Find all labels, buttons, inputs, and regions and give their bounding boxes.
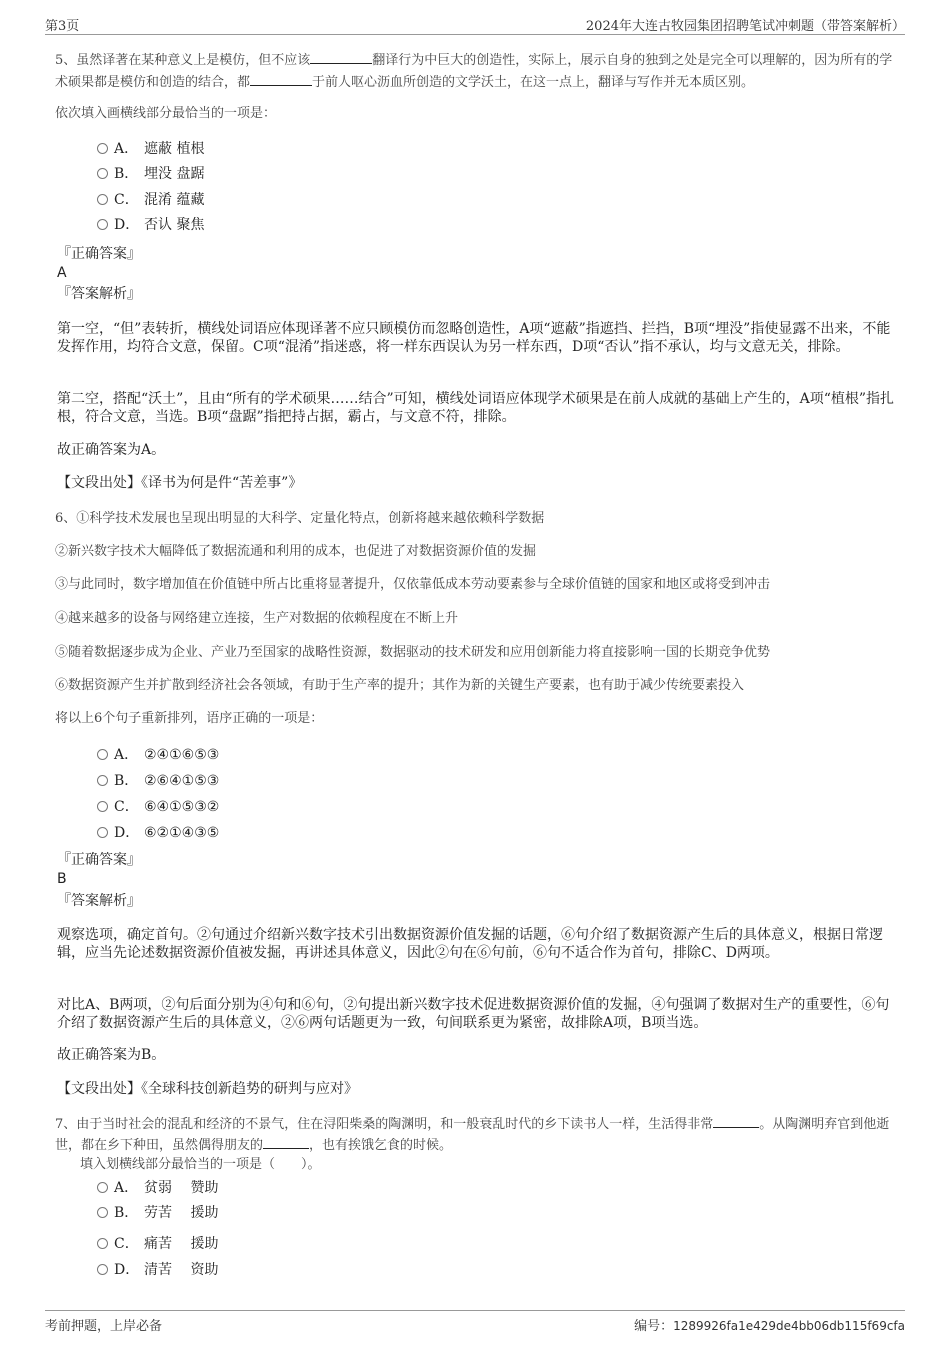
q5-option-b[interactable]: B． 埋没 盘踞 [97, 163, 204, 185]
q5-blank-1 [310, 51, 372, 64]
radio-icon[interactable] [97, 219, 108, 230]
q5-analysis-label: 『答案解析』 [57, 286, 141, 302]
q7-blank-2 [263, 1136, 309, 1149]
q5-analysis-conclusion: 故正确答案为A。 [57, 442, 166, 458]
q6-analysis-p2: 对比A、B两项，②句后面分别为④句和⑥句，②句提出新兴数字技术促进数据资源价值的发掘，④句强调了数据对生产的重要性，⑥句介绍了数据资源产生后的具体意义，②⑥两句话题更为一致，句间联系更为紧密，故排除A项，B项当选。 [57, 997, 890, 1031]
q6-option-b[interactable]: B． ②⑥④①⑤③ [97, 770, 219, 792]
q6-analysis-conclusion: 故正确答案为B。 [57, 1047, 166, 1063]
q5-option-d[interactable]: D． 否认 聚焦 [97, 214, 204, 236]
q7-blank-1 [713, 1115, 759, 1128]
radio-icon[interactable] [97, 749, 108, 760]
q6-option-a[interactable]: A． ②④①⑥⑤③ [97, 744, 219, 766]
radio-icon[interactable] [97, 801, 108, 812]
q6-sentence-6: ⑥数据资源产生并扩散到经济社会各领域，有助于生产率的提升；其作为新的关键生产要素，也有助于减少传统要素投入 [55, 678, 745, 693]
page-header [45, 12, 905, 35]
q6-answer-label: 『正确答案』 [57, 852, 141, 868]
radio-icon[interactable] [97, 168, 108, 179]
document-title: 2024年大连古牧园集团招聘笔试冲刺题（带答案解析） [585, 19, 905, 34]
radio-icon[interactable] [97, 1207, 108, 1218]
q6-answer: B [57, 871, 67, 887]
page-number: 第3页 [45, 19, 80, 34]
q6-analysis-p1: 观察选项，确定首句。②句通过介绍新兴数字技术引出数据资源价值发掘的话题，⑥句介绍了数据资源产生后的具体意义，根据日常逻辑，应当先论述数据资源价值被发掘，再讲述具体意义，因此②句在⑥句前，⑥句不适合作为首句，排除C、D两项。 [57, 927, 883, 961]
q6-sentence-2: ②新兴数字技术大幅降低了数据流通和利用的成本，也促进了对数据资源价值的发掘 [55, 544, 537, 559]
page-footer [45, 1310, 905, 1335]
q6-sentence-3: ③与此同时，数字增加值在价值链中所占比重将显著提升，仅依靠低成本劳动要素参与全球价值链的国家和地区或将受到冲击 [55, 577, 771, 592]
radio-icon[interactable] [97, 827, 108, 838]
q5-source: 【文段出处】《译书为何是件“苦差事”》 [57, 475, 303, 491]
document-code: 编号：1289926fa1e429de4bb06db115f69cfa [634, 1319, 905, 1334]
q6-sentence-1: 6、①科学技术发展也呈现出明显的大科学、定量化特点，创新将越来越依赖科学数据 [55, 511, 545, 526]
q5-analysis-p2: 第二空，搭配“沃土”，且由“所有的学术硕果……结合”可知，横线处词语应体现学术硕果是在前人成就的基础上产生的，A项“植根”指扎根，符合文意，当选。B项“盘踞”指把持占据，霸占，与文意不符，排除。 [57, 391, 895, 425]
q5-stem: 5、虽然译著在某种意义上是模仿，但不应该 翻译行为中巨大的创造性，实际上，展示自身的独到之处是完全可以理解的，因为所有的学术硕果都是模仿和创造的结合，都 于前人呕心沥血所创造的文学沃土，在这一点上，翻译与写作并无本质区别。 [55, 53, 893, 90]
q6-sentence-5: ⑤随着数据逐步成为企业、产业乃至国家的战略性资源，数据驱动的技术研发和应用创新能力将直接影响一国的长期竞争优势 [55, 645, 771, 660]
radio-icon[interactable] [97, 1264, 108, 1275]
q7-option-a[interactable]: A． 贫弱 赞助 [97, 1177, 218, 1199]
q6-option-c[interactable]: C． ⑥④①⑤③② [97, 796, 219, 818]
q5-blank-2 [250, 73, 312, 86]
q5-prompt: 依次填入画横线部分最恰当的一项是： [55, 106, 277, 121]
q6-prompt: 将以上6个句子重新排列，语序正确的一项是： [55, 711, 324, 726]
footer-slogan: 考前押题，上岸必备 [45, 1319, 163, 1334]
q6-sentence-4: ④越来越多的设备与网络建立连接，生产对数据的依赖程度在不断上升 [55, 611, 459, 626]
q7-option-b[interactable]: B． 劳苦 援助 [97, 1202, 218, 1224]
q7-stem: 7、由于当时社会的混乱和经济的不景气，住在浔阳柴桑的陶渊明，和一般衰乱时代的乡下读书人一样，生活得非常 。从陶渊明弃官到他逝世，都在乡下种田，虽然偶得朋友的 ，也有挨饿乞食的时候。 [55, 1117, 890, 1153]
radio-icon[interactable] [97, 143, 108, 154]
q6-analysis-label: 『答案解析』 [57, 893, 141, 909]
q7-prompt: 填入划横线部分最恰当的一项是（ ）。 [80, 1157, 321, 1172]
q5-analysis-p1: 第一空，“但”表转折，横线处词语应体现译著不应只顾模仿而忽略创造性，A项“遮蔽”指遮挡、拦挡，B项“埋没”指使显露不出来，不能发挥作用，均符合文意，保留。C项“混淆”指迷惑，将一样东西误认为另一样东西，D项“否认”指不承认，均与文意无关，排除。 [57, 321, 891, 355]
q5-answer: A [57, 265, 67, 281]
q5-option-c[interactable]: C． 混淆 蕴藏 [97, 189, 204, 211]
q5-answer-label: 『正确答案』 [57, 246, 141, 262]
q7-option-c[interactable]: C． 痛苦 援助 [97, 1233, 218, 1255]
q6-source: 【文段出处】《全球科技创新趋势的研判与应对》 [57, 1081, 358, 1097]
q7-option-d[interactable]: D． 清苦 资助 [97, 1259, 218, 1281]
radio-icon[interactable] [97, 1238, 108, 1249]
q5-option-a[interactable]: A． 遮蔽 植根 [97, 138, 204, 160]
radio-icon[interactable] [97, 194, 108, 205]
q6-option-d[interactable]: D． ⑥②①④③⑤ [97, 822, 219, 844]
radio-icon[interactable] [97, 775, 108, 786]
radio-icon[interactable] [97, 1182, 108, 1193]
